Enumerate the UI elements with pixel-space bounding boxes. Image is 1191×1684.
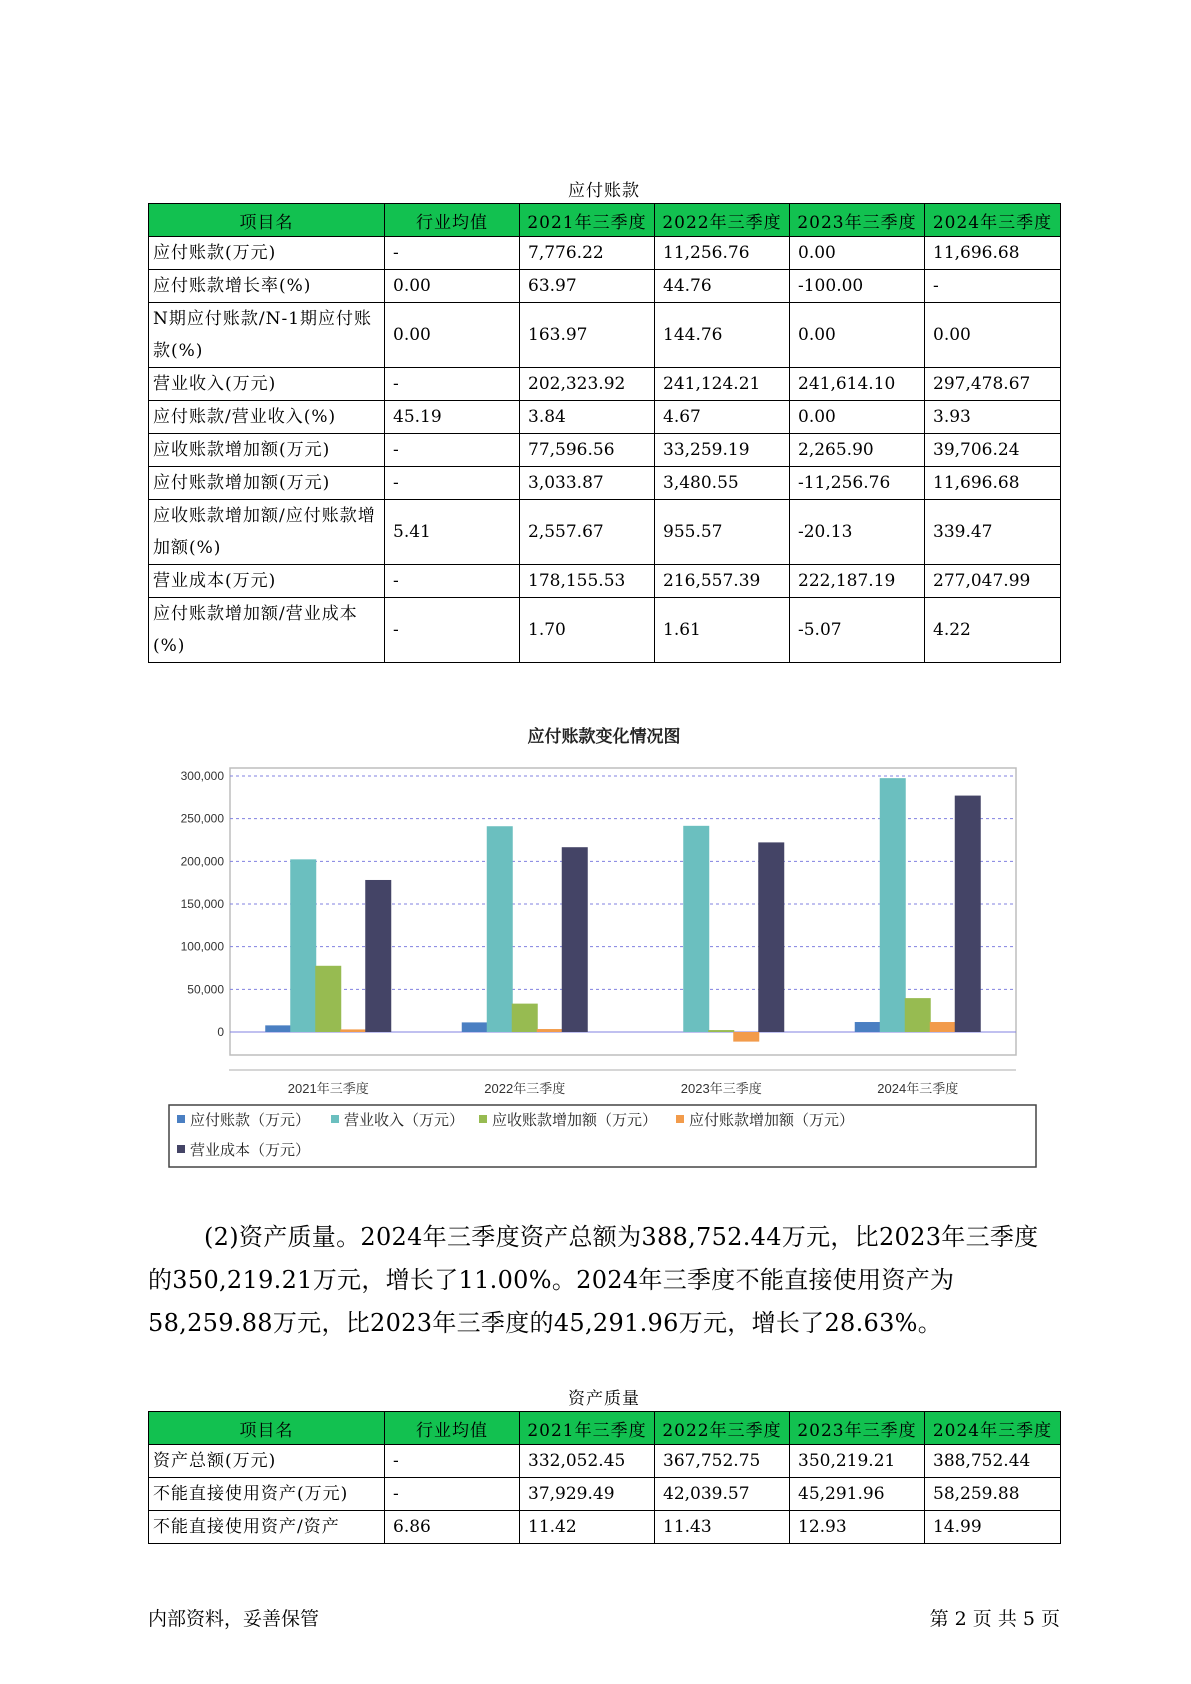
- table-cell: 77,596.56: [520, 434, 655, 467]
- table-cell: 3.84: [520, 401, 655, 434]
- table-header-cell: 2023年三季度: [790, 1412, 925, 1445]
- footer-confidential-note: 内部资料，妥善保管: [148, 1608, 320, 1630]
- table-cell: 0.00: [790, 303, 925, 368]
- table-cell: 2,557.67: [520, 500, 655, 565]
- table-cell: 0.00: [925, 303, 1061, 368]
- chart-bar: [905, 998, 931, 1032]
- table-cell: -5.07: [790, 598, 925, 663]
- chart-x-tick-label: 2021年三季度: [287, 1081, 369, 1096]
- chart-y-tick-label: 300,000: [180, 769, 224, 783]
- table-cell: 241,124.21: [655, 368, 790, 401]
- table-row: [149, 1478, 1061, 1511]
- chart-y-tick-label: 250,000: [180, 811, 224, 826]
- chart-bar: [758, 842, 784, 1032]
- table-header-cell: 项目名: [149, 204, 385, 237]
- table-cell: 12.93: [790, 1511, 925, 1544]
- table-row-label: N期应付账款/N-1期应付账款(%): [149, 303, 385, 368]
- chart-y-tick-label: 50,000: [187, 982, 224, 997]
- table-header-cell: 2023年三季度: [790, 204, 925, 237]
- chart-bar: [880, 778, 906, 1032]
- table-cell: 4.67: [655, 401, 790, 434]
- table-header-row: [149, 1412, 1061, 1445]
- table-cell: 202,323.92: [520, 368, 655, 401]
- table-row: [149, 500, 1061, 565]
- table-row: [149, 237, 1061, 270]
- table-cell: 144.76: [655, 303, 790, 368]
- asset-quality-paragraph: (2)资产质量。2024年三季度资产总额为388,752.44万元，比2023年三季度的350,219.21万元，增长了11.00%。2024年三季度不能直接使用资产为58,259.88万元，比2023年三季度的45,291.96万元，增长了28.63%。: [148, 1223, 1039, 1337]
- chart-legend-label: 营业成本（万元）: [190, 1142, 311, 1159]
- assets-table-caption: 资产质量: [568, 1389, 640, 1409]
- chart-bar: [930, 1022, 956, 1032]
- payables-table: [148, 203, 1061, 663]
- table-cell: 241,614.10: [790, 368, 925, 401]
- table-cell: 6.86: [385, 1511, 520, 1544]
- table-cell: 39,706.24: [925, 434, 1061, 467]
- chart-legend-label: 营业收入（万元）: [344, 1112, 465, 1129]
- table-cell: -: [385, 368, 520, 401]
- table-cell: 332,052.45: [520, 1445, 655, 1478]
- chart-legend-label: 应付账款（万元）: [190, 1112, 311, 1129]
- table-row-label: 营业收入(万元): [149, 368, 385, 401]
- chart-bar: [487, 826, 513, 1032]
- table-row-label: 应付账款增加额/营业成本(%): [149, 598, 385, 663]
- table-cell: 37,929.49: [520, 1478, 655, 1511]
- table-cell: -: [385, 237, 520, 270]
- chart-legend-swatch: [177, 1115, 185, 1123]
- table-row: [149, 270, 1061, 303]
- chart-bar: [315, 966, 341, 1032]
- table-row: [149, 1445, 1061, 1478]
- chart-bar: [708, 1030, 734, 1032]
- chart-x-tick-labels: [288, 1081, 958, 1096]
- table-header-cell: 2021年三季度: [520, 1412, 655, 1445]
- table-cell: 1.61: [655, 598, 790, 663]
- table-row-label: 应付账款增加额(万元): [149, 467, 385, 500]
- table-header-cell: 2021年三季度: [520, 204, 655, 237]
- table-cell: -: [385, 598, 520, 663]
- table-cell: 955.57: [655, 500, 790, 565]
- chart-legend-label: 应付账款增加额（万元）: [689, 1112, 855, 1129]
- table-cell: 388,752.44: [925, 1445, 1061, 1478]
- table-cell: 0.00: [790, 237, 925, 270]
- table-cell: 42,039.57: [655, 1478, 790, 1511]
- table-header-cell: 行业均值: [385, 204, 520, 237]
- chart-legend-swatch: [177, 1145, 185, 1153]
- table-cell: 3,033.87: [520, 467, 655, 500]
- table-cell: 11,696.68: [925, 467, 1061, 500]
- assets-table-header: [149, 1412, 1061, 1445]
- table-row: [149, 401, 1061, 434]
- payables-table-body: [149, 237, 1061, 663]
- table-header-cell: 行业均值: [385, 1412, 520, 1445]
- chart-y-tick-labels: [181, 769, 225, 1039]
- table-cell: -: [925, 270, 1061, 303]
- table-cell: -100.00: [790, 270, 925, 303]
- table-cell: 3,480.55: [655, 467, 790, 500]
- table-cell: 44.76: [655, 270, 790, 303]
- table-cell: 33,259.19: [655, 434, 790, 467]
- table-cell: 2,265.90: [790, 434, 925, 467]
- table-cell: 339.47: [925, 500, 1061, 565]
- table-row-label: 应付账款/营业收入(%): [149, 401, 385, 434]
- table-row-label: 应付账款(万元): [149, 237, 385, 270]
- table-row-label: 应付账款增长率(%): [149, 270, 385, 303]
- table-row-label: 资产总额(万元): [149, 1445, 385, 1478]
- chart-bar: [955, 796, 981, 1032]
- payables-table-header: [149, 204, 1061, 237]
- table-cell: 0.00: [790, 401, 925, 434]
- table-cell: 350,219.21: [790, 1445, 925, 1478]
- table-cell: -: [385, 467, 520, 500]
- table-cell: -11,256.76: [790, 467, 925, 500]
- chart-bar: [462, 1022, 488, 1032]
- chart-bar: [733, 1032, 759, 1042]
- chart-title: 应付账款变化情况图: [527, 727, 681, 746]
- chart-legend-swatch: [331, 1115, 339, 1123]
- table-row: [149, 368, 1061, 401]
- table-row-label: 应收账款增加额(万元): [149, 434, 385, 467]
- table-row: [149, 598, 1061, 663]
- table-cell: -: [385, 1445, 520, 1478]
- table-cell: 4.22: [925, 598, 1061, 663]
- chart-y-tick-label: 150,000: [180, 897, 224, 911]
- table-cell: 0.00: [385, 270, 520, 303]
- table-cell: -: [385, 565, 520, 598]
- chart-bar: [365, 880, 391, 1032]
- table-cell: 7,776.22: [520, 237, 655, 270]
- table-cell: 5.41: [385, 500, 520, 565]
- chart-legend-swatch: [676, 1115, 684, 1123]
- footer-page-number: 第 2 页 共 5 页: [929, 1608, 1060, 1630]
- table-cell: 222,187.19: [790, 565, 925, 598]
- table-cell: 63.97: [520, 270, 655, 303]
- table-cell: 178,155.53: [520, 565, 655, 598]
- table-cell: 45.19: [385, 401, 520, 434]
- table-cell: 3.93: [925, 401, 1061, 434]
- table-cell: 216,557.39: [655, 565, 790, 598]
- payables-table-caption: 应付账款: [568, 181, 640, 201]
- payables-bar-chart: [166, 720, 1042, 1170]
- table-header-cell: 2024年三季度: [925, 1412, 1061, 1445]
- table-cell: 45,291.96: [790, 1478, 925, 1511]
- table-row-label: 不能直接使用资产(万元): [149, 1478, 385, 1511]
- table-cell: 0.00: [385, 303, 520, 368]
- table-row: [149, 565, 1061, 598]
- chart-y-tick-label: 100,000: [180, 939, 224, 954]
- table-cell: -: [385, 1478, 520, 1511]
- chart-bar: [290, 859, 316, 1032]
- table-cell: 11.43: [655, 1511, 790, 1544]
- table-cell: -20.13: [790, 500, 925, 565]
- chart-y-tick-label: 200,000: [180, 854, 224, 869]
- chart-legend-label: 应收账款增加额（万元）: [492, 1112, 658, 1129]
- table-cell: 163.97: [520, 303, 655, 368]
- chart-bar: [512, 1004, 538, 1032]
- table-cell: 367,752.75: [655, 1445, 790, 1478]
- chart-bar: [562, 847, 588, 1032]
- chart-y-tick-label: 0: [217, 1025, 224, 1039]
- assets-table-body: [149, 1445, 1061, 1544]
- table-row-label: 不能直接使用资产/资产: [149, 1511, 385, 1544]
- chart-bar: [855, 1022, 881, 1032]
- table-cell: -: [385, 434, 520, 467]
- table-header-row: [149, 204, 1061, 237]
- table-row-label: 营业成本(万元): [149, 565, 385, 598]
- table-cell: 297,478.67: [925, 368, 1061, 401]
- table-row: [149, 1511, 1061, 1544]
- table-cell: 1.70: [520, 598, 655, 663]
- table-row: [149, 434, 1061, 467]
- chart-bar: [340, 1029, 366, 1032]
- table-row-label: 应收账款增加额/应付账款增加额(%): [149, 500, 385, 565]
- table-cell: 14.99: [925, 1511, 1061, 1544]
- chart-x-tick-label: 2023年三季度: [680, 1081, 762, 1096]
- assets-table: [148, 1411, 1061, 1544]
- chart-x-tick-label: 2024年三季度: [877, 1081, 959, 1096]
- table-header-cell: 2024年三季度: [925, 204, 1061, 237]
- chart-bar: [265, 1025, 291, 1032]
- table-cell: 11,696.68: [925, 237, 1061, 270]
- table-cell: 11,256.76: [655, 237, 790, 270]
- chart-legend-swatch: [479, 1115, 487, 1123]
- table-header-cell: 2022年三季度: [655, 204, 790, 237]
- table-header-cell: 2022年三季度: [655, 1412, 790, 1445]
- table-header-cell: 项目名: [149, 1412, 385, 1445]
- chart-x-tick-label: 2022年三季度: [484, 1081, 566, 1096]
- chart-bar: [537, 1029, 563, 1032]
- table-row: [149, 467, 1061, 500]
- table-cell: 11.42: [520, 1511, 655, 1544]
- chart-bar: [683, 826, 709, 1032]
- table-cell: 277,047.99: [925, 565, 1061, 598]
- table-row: [149, 303, 1061, 368]
- table-cell: 58,259.88: [925, 1478, 1061, 1511]
